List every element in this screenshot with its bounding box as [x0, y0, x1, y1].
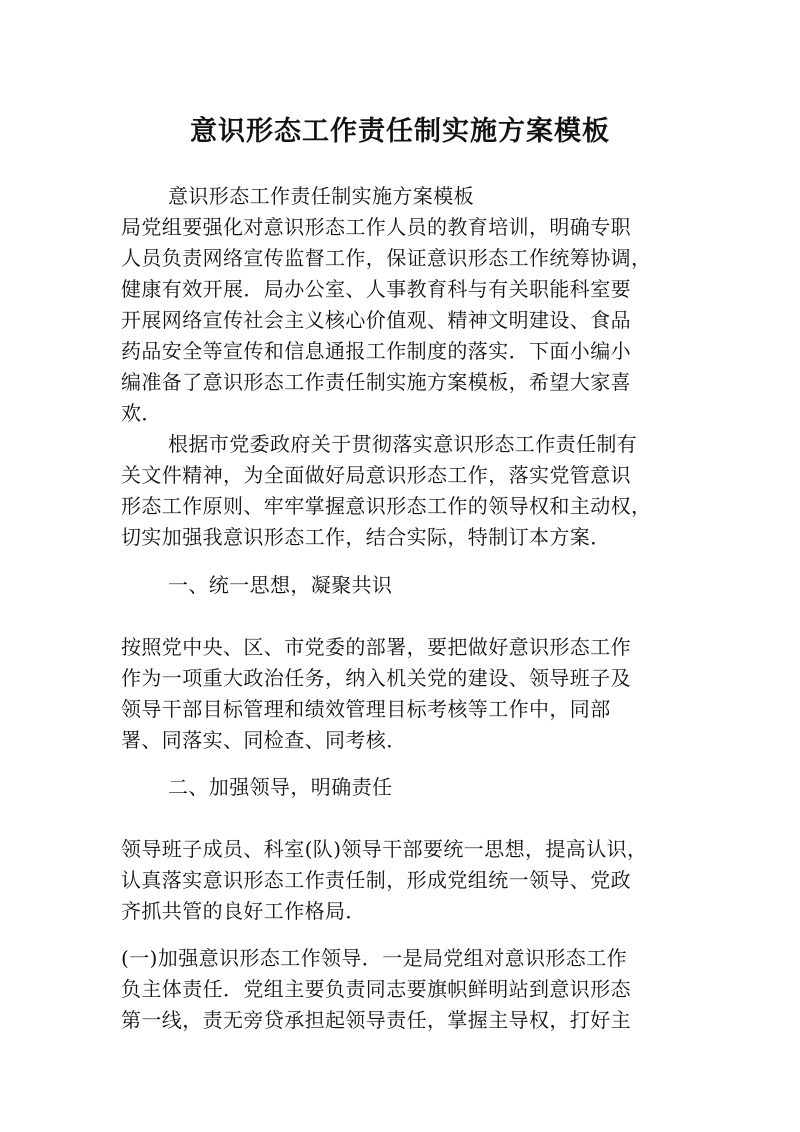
document-title: 意识形态工作责任制实施方案模板 — [190, 116, 610, 147]
section-2-body: 领导班子成员、科室(队)领导干部要统一思想，提高认识， 认真落实意识形态工作责任制，形成党组统一领导、党政 齐抓共管的良好工作格局． — [121, 837, 648, 923]
intro-paragraph: 局党组要强化对意识形态工作人员的教育培训，明确专职 人员负责网络宣传监督工作，保证意识形态工作统筹协调， 健康有效开展．局办公室、人事教育科与有关职能科室要 开展网络宣传社会主义核心价值观、精神文明建设、食品 药品安全等宣传和信息通报工作制度的落实．下面小编小 编准备了意识形态工作责任制实施方案模板，希望大家喜 欢． — [121, 215, 652, 425]
section-1-body: 按照党中央、区、市党委的部署，要把做好意识形态工作 作为一项重大政治任务，纳入机关党的建设、领导班子及 领导干部目标管理和绩效管理目标考核等工作中，同部 署、同落实、同检查、同考核． — [121, 635, 631, 752]
subtitle-paragraph: 意识形态工作责任制实施方案模板 — [168, 184, 474, 208]
basis-paragraph: 根据市党委政府关于贯彻落实意识形态工作责任制有 关文件精神，为全面做好局意识形态工作，落实党管意识 形态工作原则、牢牢掌握意识形态工作的领导权和主动权， 切实加强我意识形态工作，结合实际，特制订本方案． — [121, 432, 652, 549]
subsection-1-body: (一)加强意识形态工作领导．一是局党组对意识形态工作 负主体责任．党组主要负责同志要旗帜鲜明站到意识形态 第一线，责无旁贷承担起领导责任，掌握主导权，打好主 — [121, 946, 631, 1032]
section-heading-1: 一、统一思想，凝聚共识 — [168, 573, 393, 597]
section-heading-2: 二、加强领导，明确责任 — [168, 775, 393, 799]
